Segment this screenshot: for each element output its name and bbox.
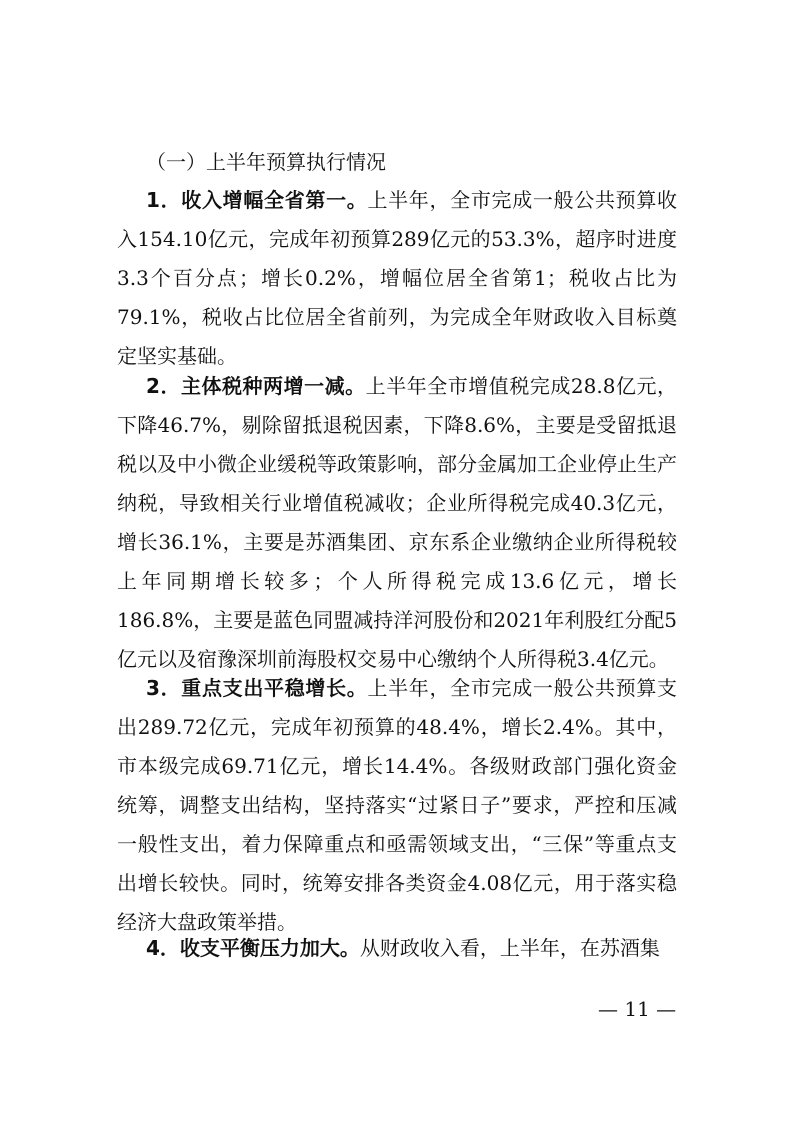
paragraph-main-taxes <box>117 367 677 679</box>
paragraph-revenue-growth <box>117 181 677 376</box>
paragraph-body: 上半年，全市完成一般公共预算收入154.10亿元，完成年初预算289亿元的53.3%，超序时进度3.3个百分点；增长0.2%，增幅位居全省第1；税收占比为79.1%，税收占比位居全省前列，为完成全年财政收入目标奠定坚实基础。 <box>117 188 678 368</box>
paragraph-heading: 2．主体税种两增一减。 <box>146 374 366 398</box>
paragraph-body: 上半年，全市完成一般公共预算支出289.72亿元，完成年初预算的48.4%，增长2.4%。其中，市本级完成69.71亿元，增长14.4%。各级财政部门强化资金统筹，调整支出结构，坚持落实“过紧日子”要求，严控和压减一般性支出，着力保障重点和亟需领域支出，“三保”等重点支出增长较快。同时，统筹安排各类资金4.08亿元，用于落实稳经济大盘政策举措。 <box>117 676 678 934</box>
paragraph-heading: 1．收入增幅全省第一。 <box>146 188 368 212</box>
paragraph-heading: 4．收支平衡压力加大。 <box>146 936 360 960</box>
paragraph-heading: 3．重点支出平稳增长。 <box>146 676 368 700</box>
paragraph-body: 上半年全市增值税完成28.8亿元，下降46.7%，剔除留抵退税因素，下降8.6%，主要是受留抵退税以及中小微企业缓税等政策影响，部分金属加工企业停止生产纳税，导致相关行业增值税减收；企业所得税完成40.3亿元，增长36.1%，主要是苏酒集团、京东系企业缴纳企业所得税较上年同期增长较多；个人所得税完成13.6亿元，增长186.8%，主要是蓝色同盟减持洋河股份和2021年利股红分配5亿元以及宿豫深圳前海股权交易中心缴纳个人所得税3.4亿元。 <box>117 374 677 671</box>
page-number: — 11 — <box>598 997 677 1021</box>
paragraph-balance-pressure <box>117 929 677 968</box>
paragraph-key-expenditure <box>117 669 677 942</box>
paragraph-body: 从财政收入看，上半年，在苏酒集 <box>359 936 660 960</box>
section-heading: （一）上半年预算执行情况 <box>146 150 386 174</box>
